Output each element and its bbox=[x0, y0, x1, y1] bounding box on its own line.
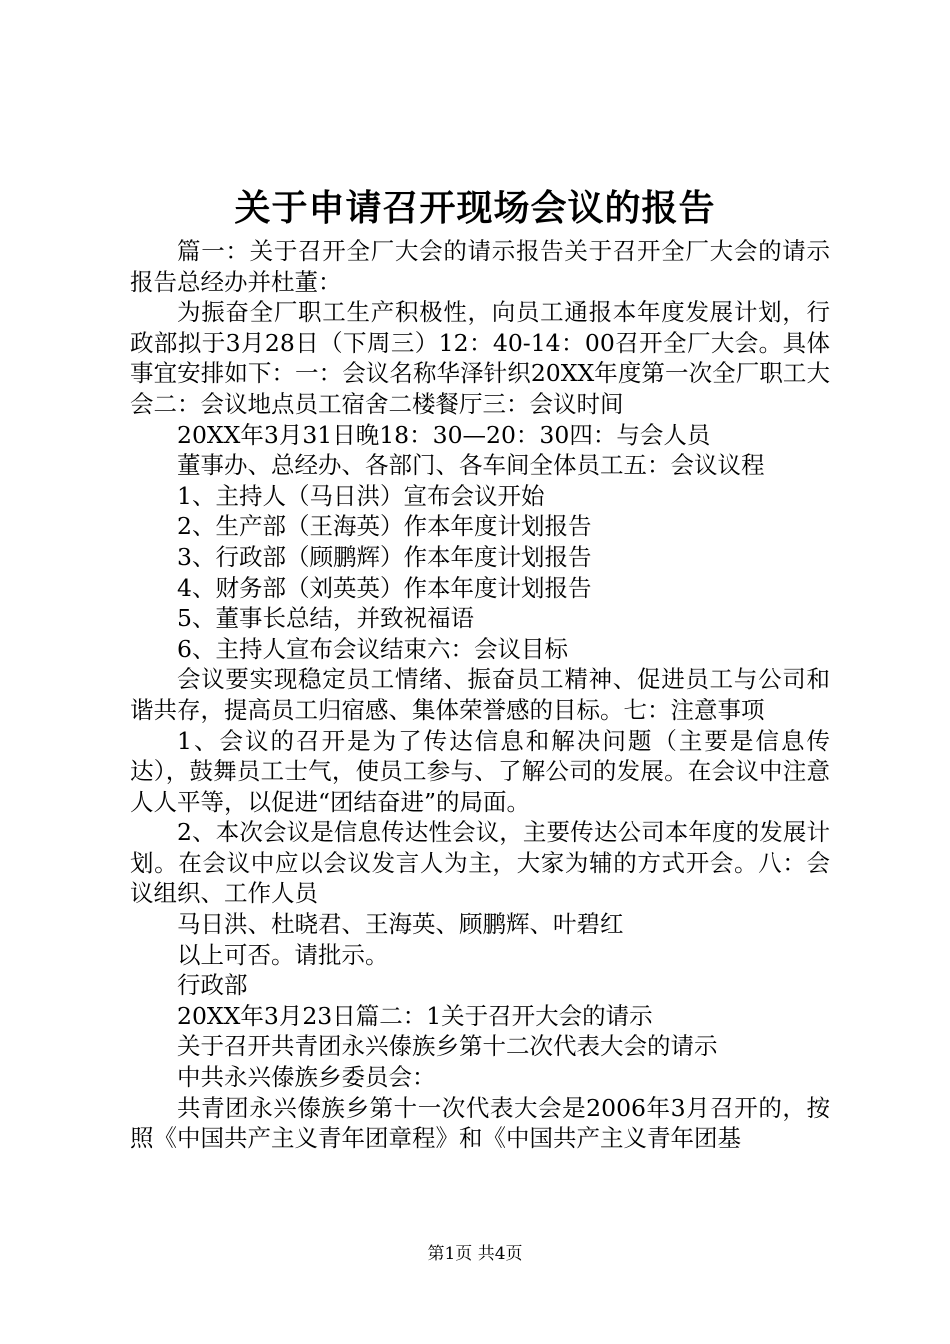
agenda-item: 1、主持人（马日洪）宣布会议开始 bbox=[177, 481, 545, 510]
paragraph: 会议要实现稳定员工情绪、振奋员工精神、促进员工与公司和谐共存，提高员工归宿感、集体荣誉感的目标。七：注意事项 bbox=[130, 665, 830, 724]
agenda-item: 3、行政部（顾鹏辉）作本年度计划报告 bbox=[177, 542, 592, 571]
paragraph: 2、本次会议是信息传达性会议，主要传达公司本年度的发展计划。在会议中应以会议发言人为主，大家为辅的方式开会。八：会议组织、工作人员 bbox=[130, 818, 830, 908]
agenda-item: 6、主持人宣布会议结束六：会议目标 bbox=[177, 634, 568, 663]
paragraph: 20XX年3月31日晚18：30—20：30四：与会人员 bbox=[177, 420, 711, 449]
signature-department: 行政部 bbox=[177, 971, 248, 1000]
agenda-item: 4、财务部（刘英英）作本年度计划报告 bbox=[177, 573, 592, 602]
section-heading: 关于召开共青团永兴傣族乡第十二次代表大会的请示 bbox=[177, 1032, 718, 1061]
paragraph: 共青团永兴傣族乡第十一次代表大会是2006年3月召开的，按照《中国共产主义青年团章程》和《中国共产主义青年团基 bbox=[130, 1093, 830, 1153]
document-body bbox=[130, 236, 830, 1154]
agenda-item: 5、董事长总结，并致祝福语 bbox=[177, 604, 474, 633]
page-footer: 第1页 共4页 bbox=[427, 1244, 523, 1264]
paragraph: 篇一：关于召开全厂大会的请示报告关于召开全厂大会的请示报告总经办并杜董： bbox=[130, 237, 830, 296]
paragraph: 1、会议的召开是为了传达信息和解决问题（主要是信息传达），鼓舞员工士气，使员工参与、了解公司的发展。在会议中注意人人平等，以促进“团结奋进”的局面。 bbox=[130, 726, 830, 816]
paragraph: 为振奋全厂职工生产积极性，向员工通报本年度发展计划，行政部拟于3月28日（下周三）12：40-14：00召开全厂大会。具体事宜安排如下：一：会议名称华泽针织20XX年度第一次全厂职工大会二：会议地点员工宿舍二楼餐厅三：会议时间 bbox=[130, 298, 830, 418]
staff-list: 马日洪、杜晓君、王海英、顾鹏辉、叶碧红 bbox=[177, 910, 624, 939]
closing-request: 以上可否。请批示。 bbox=[177, 940, 389, 969]
addressee: 中共永兴傣族乡委员会： bbox=[177, 1063, 436, 1092]
paragraph: 董事办、总经办、各部门、各车间全体员工五：会议议程 bbox=[177, 451, 765, 480]
agenda-item: 2、生产部（王海英）作本年度计划报告 bbox=[177, 512, 592, 541]
document-title: 关于申请召开现场会议的报告 bbox=[234, 187, 716, 229]
signature-date: 20XX年3月23日篇二：1关于召开大会的请示 bbox=[177, 1001, 653, 1030]
